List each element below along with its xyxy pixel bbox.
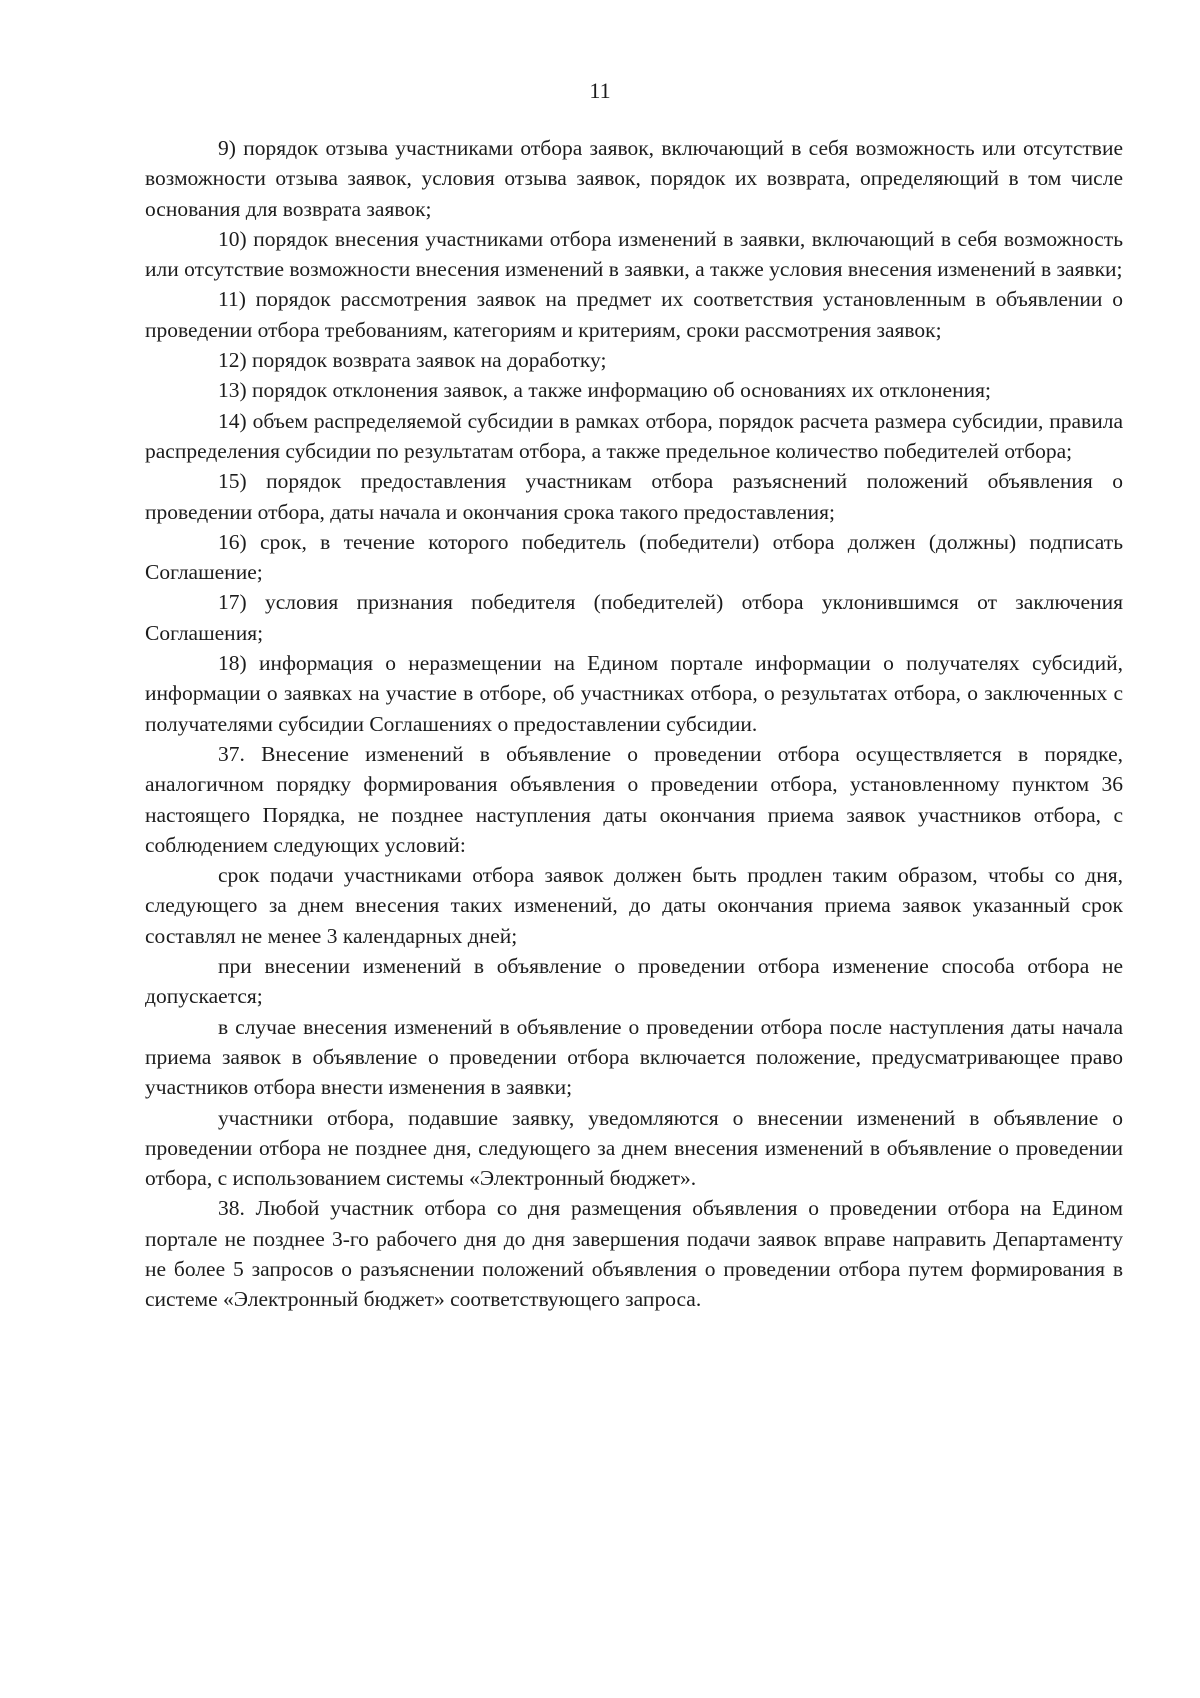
- paragraph-item-12: 12) порядок возврата заявок на доработку;: [218, 348, 607, 373]
- paragraph-item-13: 13) порядок отклонения заявок, а также информацию об основаниях их отклонения;: [218, 378, 991, 403]
- page-number: 11: [589, 78, 611, 103]
- document-body: [145, 133, 1123, 1315]
- paragraph-item-16: 16) срок, в течение которого победитель (победители) отбора должен (должны) подписать Соглашение;: [145, 529, 1123, 585]
- paragraph-condition-changes: в случае внесения изменений в объявление о проведении отбора после наступления даты начала приема заявок в объявление о проведении отбора включается положение, предусматривающее право участников отбора внести изменения в заявки;: [145, 1014, 1123, 1100]
- paragraph-item-10: 10) порядок внесения участниками отбора изменений в заявки, включающий в себя возможность или отсутствие возможности внесения изменений в заявки, а также условия внесения изменений в заявки;: [145, 226, 1123, 282]
- paragraph-item-9: 9) порядок отзыва участниками отбора заявок, включающий в себя возможность или отсутствие возможности отзыва заявок, условия отзыва заявок, порядок их возврата, определяющий в том числе основания для возврата заявок;: [145, 136, 1123, 221]
- paragraph-item-14: 14) объем распределяемой субсидии в рамках отбора, порядок расчета размера субсидии, правила распределения субсидии по результатам отбора, а также предельное количество победителей отбора;: [145, 408, 1123, 463]
- paragraph-condition-notification: участники отбора, подавшие заявку, уведомляются о внесении изменений в объявление о проведении отбора не позднее дня, следующего за днем внесения изменений в объявление о проведении отбора, с использованием системы «Электронный бюджет».: [145, 1105, 1123, 1191]
- paragraph-item-17: 17) условия признания победителя (победителей) отбора уклонившимся от заключения Соглашения;: [145, 590, 1123, 645]
- paragraph-condition-deadline: срок подачи участниками отбора заявок должен быть продлен таким образом, чтобы со дня, следующего за днем внесения таких изменений, до даты окончания приема заявок указанный срок составлял не менее 3 календарных дней;: [145, 863, 1123, 948]
- paragraph-clause-38: 38. Любой участник отбора со дня размещения объявления о проведении отбора на Едином портале не позднее 3-го рабочего дня до дня завершения подачи заявок вправе направить Департаменту не более 5 запросов о разъяснении положений объявления о проведении отбора путем формирования в системе «Электронный бюджет» соответствующего запроса.: [145, 1196, 1123, 1312]
- paragraph-clause-37: 37. Внесение изменений в объявление о проведении отбора осуществляется в порядке, аналогичном порядку формирования объявления о проведении отбора, установленному пунктом 36 настоящего Порядка, не позднее наступления даты окончания приема заявок участников отбора, с соблюдением следующих условий:: [145, 741, 1123, 857]
- paragraph-item-15: 15) порядок предоставления участникам отбора разъяснений положений объявления о проведении отбора, даты начала и окончания срока такого предоставления;: [145, 469, 1123, 524]
- paragraph-item-18: 18) информация о неразмещении на Едином портале информации о получателях субсидий, информации о заявках на участие в отборе, об участниках отбора, о результатах отбора, о заключенных с получателями субсидии Соглашениях о предоставлении субсидии.: [145, 651, 1123, 736]
- paragraph-item-11: 11) порядок рассмотрения заявок на предмет их соответствия установленным в объявлении о проведении отбора требованиям, категориям и критериям, сроки рассмотрения заявок;: [145, 287, 1123, 342]
- paragraph-condition-method: при внесении изменений в объявление о проведении отбора изменение способа отбора не допускается;: [145, 954, 1123, 1009]
